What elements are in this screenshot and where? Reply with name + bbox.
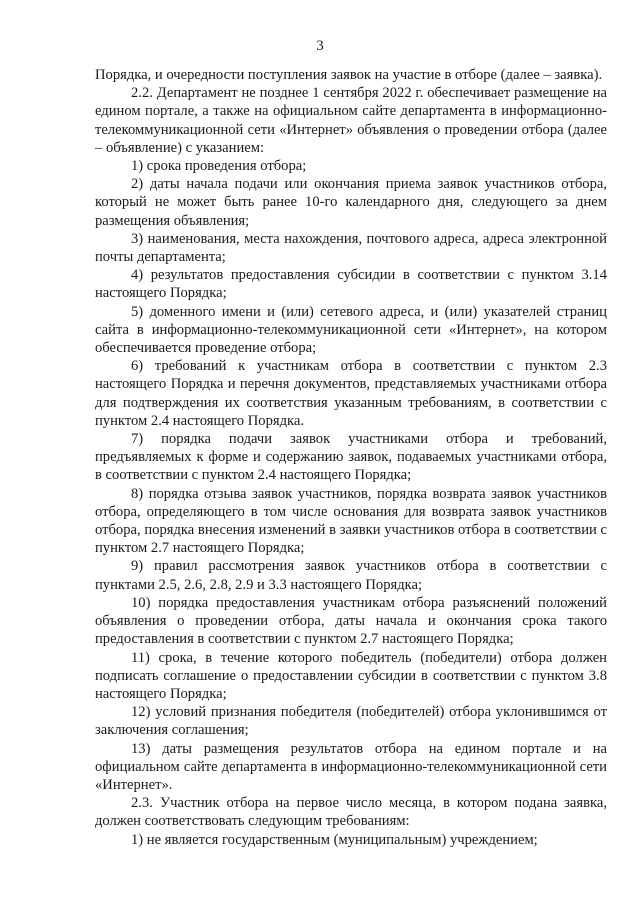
list-item: 9) правил рассмотрения заявок участников отбора в соответствии с пунктами 2.5, 2.6, 2.8, 2.9 и 3.3 настоящего Порядка; <box>95 558 607 593</box>
paragraph-continuation: Порядка, и очередности поступления заявок на участие в отборе (далее – заявка). <box>95 67 603 83</box>
list-item: 3) наименования, места нахождения, почтового адреса, адреса электронной почты департамента; <box>95 230 607 266</box>
list-item: 7) порядка подачи заявок участниками отбора и требований, предъявляемых к форме и содержанию заявок, подаваемых участниками отбора, в соответствии с пунктом 2.4 настоящего Порядка; <box>95 431 607 484</box>
list-item: 1) не является государственным (муниципальным) учреждением; <box>131 831 538 848</box>
list-item: 12) условий признания победителя (победителей) отбора уклонившимся от заключения соглашения; <box>95 704 607 739</box>
list-item: 8) порядка отзыва заявок участников, порядка возврата заявок участников отбора, определяющего в том числе основания для возврата заявок участников отбора, порядка внесения изменений в заявки участников отбора в соответствии с пунктом 2.7 настоящего Порядка; <box>95 485 607 557</box>
paragraph-2-3: 2.3. Участник отбора на первое число месяца, в котором подана заявка, должен соответствовать следующим требованиям: <box>95 795 607 830</box>
paragraph-2-2: 2.2. Департамент не позднее 1 сентября 2022 г. обеспечивает размещение на едином портале, а также на официальном сайте департамента в информационно-телекоммуникационной сети «Интернет» объявления о проведении отбора (далее – объявление) с указанием: <box>95 85 607 156</box>
list-item: 13) даты размещения результатов отбора на едином портале и на официальном сайте департамента в информационно-телекоммуникационной сети «Интернет». <box>95 740 607 793</box>
list-item: 6) требований к участникам отбора в соответствии с пунктом 2.3 настоящего Порядка и перечня документов, представляемых участниками отбора для подтверждения их соответствия указанным требованиям, в соответствии с пунктом 2.4 настоящего Порядка. <box>95 358 607 429</box>
list-item: 4) результатов предоставления субсидии в соответствии с пунктом 3.14 настоящего Порядка; <box>95 267 607 302</box>
page-number: 3 <box>316 38 324 54</box>
document-body <box>95 66 607 849</box>
list-item: 10) порядка предоставления участникам отбора разъяснений положений объявления о проведении отбора, даты начала и окончания срока такого предоставления в соответствии с пунктом 2.7 настоящего Порядка; <box>95 594 607 648</box>
list-item: 5) доменного имени и (или) сетевого адреса, и (или) указателей страниц сайта в информационно-телекоммуникационной сети «Интернет», на котором обеспечивается проведение отбора; <box>95 303 607 357</box>
list-item: 2) даты начала подачи или окончания приема заявок участников отбора, который не может быть ранее 10-го календарного дня, следующего за днем размещения объявления; <box>95 176 607 229</box>
list-item: 11) срока, в течение которого победитель (победители) отбора должен подписать соглашение о предоставлении субсидии в соответствии с пунктом 3.8 настоящего Порядка; <box>95 649 607 702</box>
list-item: 1) срока проведения отбора; <box>131 158 307 175</box>
